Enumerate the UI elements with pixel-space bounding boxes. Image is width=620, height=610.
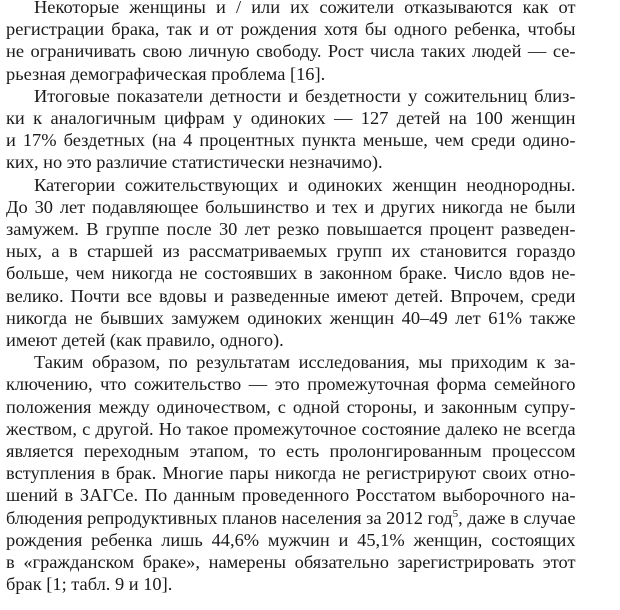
paragraph-3 (6, 174, 576, 352)
paragraph-1 (6, 0, 576, 85)
text-line: имеют детей (как правило, одного). (6, 330, 284, 351)
text-line: регистрации брака, так и от рождения хотя бы одного ребенка, чтобы (6, 19, 576, 40)
text-line: положения между одиночеством, с одной стороны, и законным супру- (6, 396, 576, 417)
text-line: вступления в брак. Многие пары никогда не регистрируют своих отно- (6, 463, 576, 484)
text-line: ных, а в старшей из рассматриваемых групп их становится гораздо (6, 241, 576, 262)
text-line: в «гражданском браке», намерены обязательно зарегистрировать этот (6, 552, 576, 573)
text-line: и 17% бездетных (на 4 процентных пункта меньше, чем среди одино- (6, 130, 576, 151)
paragraph-4 (6, 351, 576, 595)
text-line: рьезная демографическая проблема [16]. (6, 63, 326, 84)
text-line: ких, но это различие статистически незначимо). (6, 152, 383, 173)
text-body (6, 0, 576, 595)
paragraph-2 (6, 85, 576, 174)
text-line: рождения ребенка лишь 44,6% мужчин и 45,1% женщин, состоящих (6, 529, 576, 550)
text-line: больше, чем никогда не состоявших в законном браке. Число вдов не- (6, 263, 576, 284)
text-line: брак [1; табл. 9 и 10]. (6, 574, 173, 595)
text-line-with-footnote (6, 507, 576, 529)
text-line: замужем. В группе после 30 лет резко повышается процент разведен- (6, 219, 576, 240)
text-segment: , даже в случае (458, 507, 576, 528)
text-line: ки к аналогичным цифрам у одиноких — 127 детей на 100 женщин (6, 108, 576, 129)
text-line: шений в ЗАГСе. По данным проведенного Росстатом выборочного на- (6, 485, 576, 506)
text-line: велико. Почти все вдовы и разведенные имеют детей. Впрочем, среди (6, 285, 576, 306)
footnote-marker[interactable]: 5 (452, 507, 459, 520)
text-line: ключению, что сожительство — это промежуточная форма семейного (6, 374, 576, 395)
text-line: Таким образом, по результатам исследования, мы приходим к за- (34, 352, 576, 373)
text-line: Итоговые показатели детности и бездетности у сожительниц близ- (34, 85, 576, 106)
text-line: является переходным этапом, то есть пролонгированным процессом (6, 441, 576, 462)
text-line: никогда не бывших замужем одиноких женщин 40–49 лет 61% также (6, 307, 576, 328)
text-segment: блюдения репродуктивных планов населения за 2012 год (6, 507, 453, 528)
text-line: До 30 лет подавляющее большинство и тех и других никогда не были (6, 196, 576, 217)
text-line: жеством, с другой. Но такое промежуточное состояние далеко не всегда (6, 418, 576, 439)
text-line: не ограничивать свою личную свободу. Рост числа таких людей — се- (6, 41, 576, 62)
text-line: Некоторые женщины и / или их сожители отказываются как от (34, 0, 576, 17)
text-line: Категории сожительствующих и одиноких женщин неоднородны. (34, 174, 576, 195)
